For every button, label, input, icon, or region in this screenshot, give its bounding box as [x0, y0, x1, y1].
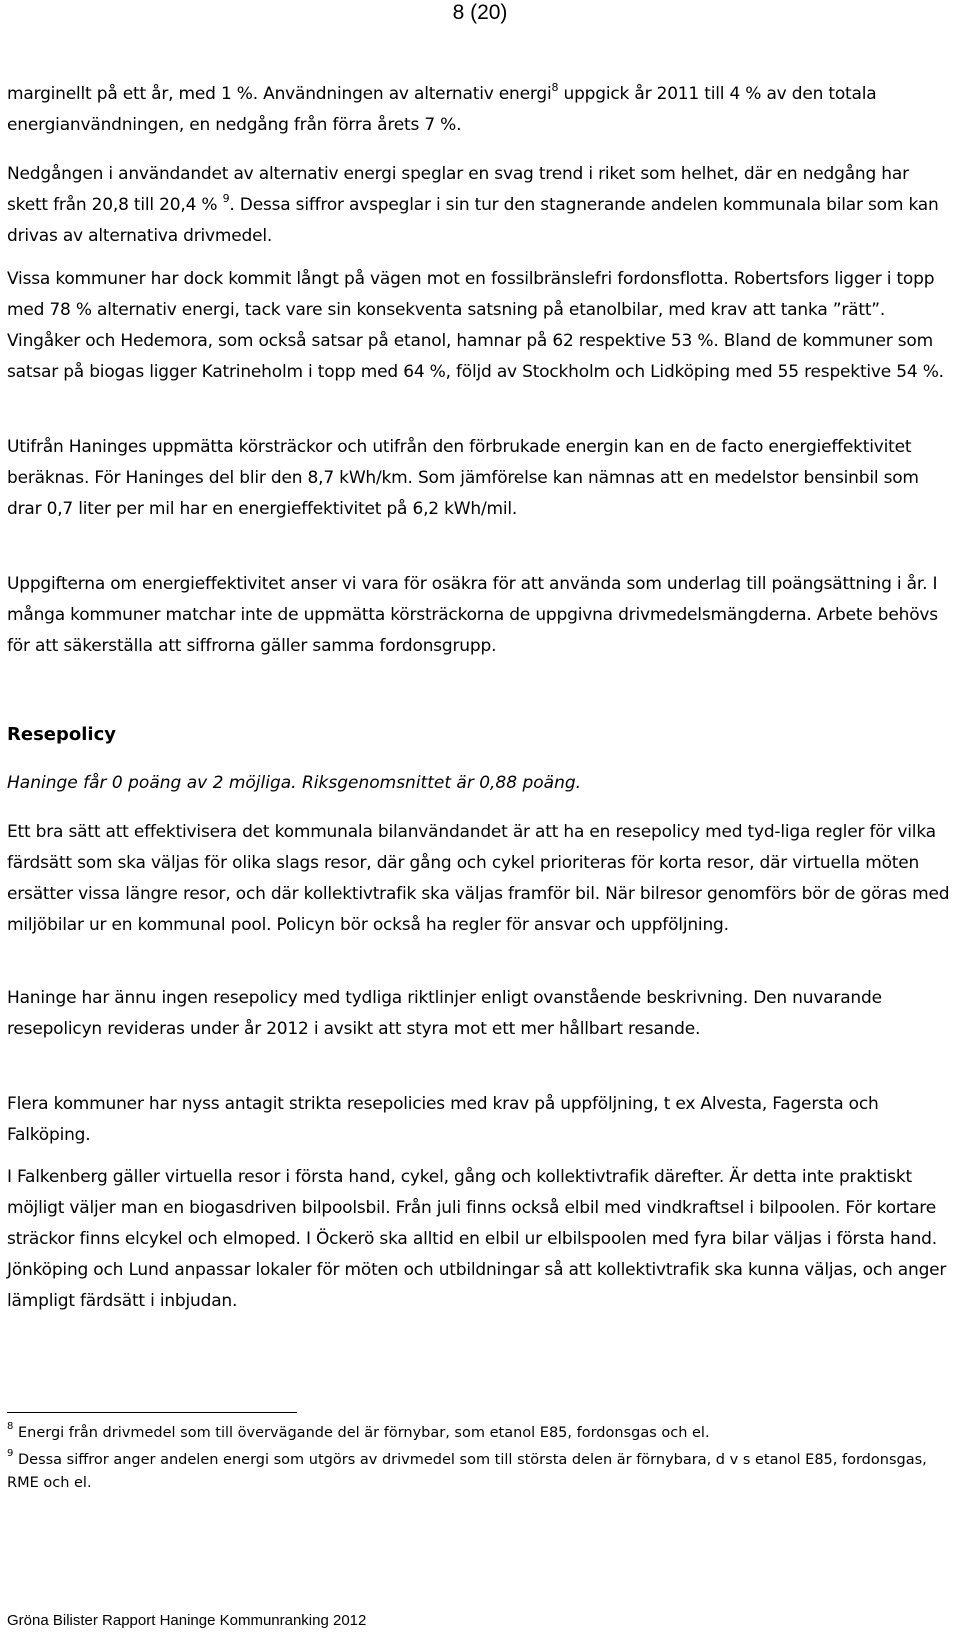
footnote-divider: [7, 1412, 297, 1413]
paragraph-leading-municipalities: [7, 264, 951, 388]
paragraph-text: Haninge har ännu ingen resepolicy med tydliga riktlinjer enligt ovanstående beskrivning. Den nuvarande resepolicyn revideras under år 2012 i avsikt att styra mot ett mer hållbart resande.: [7, 988, 882, 1039]
footnote-9: [7, 1449, 951, 1495]
paragraph-text: marginellt på ett år, med 1 %. Användningen av alternativ energi: [7, 84, 552, 104]
score-summary: Haninge får 0 poäng av 2 möjliga. Riksgenomsnittet är 0,88 poäng.: [7, 773, 582, 793]
paragraph-alt-energy-share: [7, 79, 951, 141]
paragraph-text: Nedgången i användandet av alternativ energi speglar en svag trend i riket som helhet, där en nedgång har skett från 20,8 till 20,4 %: [7, 164, 909, 215]
footnote-ref-8[interactable]: 8: [551, 81, 559, 94]
paragraph-text: Uppgifterna om energieffektivitet anser vi vara för osäkra för att använda som underlag till poängsättning i år. I många kommuner matchar inte de uppmätta körsträckorna de uppgivna drivmedelsmängderna. Arbete behövs för att säkerställa att siffrorna gäller samma fordonsgrupp.: [7, 574, 938, 656]
paragraph-haninge-policy: [7, 983, 951, 1045]
page-footer: Gröna Bilister Rapport Haninge Kommunranking 2012: [7, 1612, 367, 1629]
footnote-8: [7, 1422, 951, 1445]
footnote-number: 9: [7, 1448, 14, 1459]
paragraph-energy-efficiency: [7, 432, 951, 525]
paragraph-travel-policy-intro: [7, 817, 951, 941]
paragraph-text: Vissa kommuner har dock kommit långt på vägen mot en fossilbränslefri fordonsflotta. Robertsfors ligger i topp med 78 % alternativ energi, tack vare sin konsekventa satsning på etanolbilar, med krav att tanka ”rätt”. Vingåker och Hedemora, som också satsar på etanol, hamnar på 62 respektive 53 %. Bland de kommuner som satsar på biogas ligger Katrineholm i topp med 64 %, följd av Stockholm och Lidköping med 55 respektive 54 %.: [7, 269, 944, 382]
paragraph-data-uncertainty: [7, 569, 951, 662]
paragraph-text: I Falkenberg gäller virtuella resor i första hand, cykel, gång och kollektivtrafik därefter. Är detta inte praktiskt möjligt väljer man en biogasdriven bilpoolsbil. Från juli finns också elbil med vindkraftsel i bilpoolen. För kortare sträckor finns elcykel och elmoped. I Öckerö ska alltid en elbil ur elbilspoolen med fyra bilar väljas i första hand. Jönköping och Lund anpassar lokaler för möten och utbildningar så att kollektivtrafik ska kunna väljas, och anger lämpligt färdsätt i inbjudan.: [7, 1167, 947, 1311]
footnote-text: Energi från drivmedel som till övervägande del är förnybar, som etanol E85, fordonsgas och el.: [17, 1425, 710, 1441]
paragraph-text: Ett bra sätt att effektivisera det kommunala bilanvändandet är att ha en resepolicy med tyd-liga regler för vilka färdsätt som ska väljas för olika slags resor, där gång och cykel prioriteras för korta resor, där virtuella möten ersätter vissa längre resor, och där kollektivtrafik ska väljas framför bil. När bilresor genomförs bör de göras med miljöbilar ur en kommunal pool. Policyn bör också ha regler för ansvar och uppföljning.: [7, 822, 950, 935]
paragraph-strict-policies: [7, 1089, 951, 1151]
footnote-ref-9[interactable]: 9: [222, 192, 230, 205]
paragraph-text: Flera kommuner har nyss antagit strikta resepolicies med krav på uppföljning, t ex Alvesta, Fagersta och Falköping.: [7, 1094, 879, 1145]
paragraph-text: uppgick år 2011 till 4 % av den totala energianvändningen, en nedgång från förra årets 7 %.: [7, 84, 877, 135]
paragraph-text: Utifrån Haninges uppmätta körsträckor och utifrån den förbrukade energin kan en de facto energieffektivitet beräknas. För Haninges del blir den 8,7 kWh/km. Som jämförelse kan nämnas att en medelstor bensinbil som drar 0,7 liter per mil har en energieffektivitet på 6,2 kWh/mil.: [7, 437, 919, 519]
paragraph-examples: [7, 1162, 951, 1317]
paragraph-national-trend: [7, 159, 951, 252]
paragraph-text: . Dessa siffror avspeglar i sin tur den stagnerande andelen kommunala bilar som kan drivas av alternativa drivmedel.: [7, 195, 939, 246]
footnote-text: Dessa siffror anger andelen energi som utgörs av drivmedel som till största delen är förnybara, d v s etanol E85, fordonsgas, RME och el.: [7, 1452, 927, 1491]
page-number: 8 (20): [452, 1, 508, 24]
section-heading-resepolicy: Resepolicy: [7, 724, 116, 745]
footnote-number: 8: [7, 1421, 14, 1432]
